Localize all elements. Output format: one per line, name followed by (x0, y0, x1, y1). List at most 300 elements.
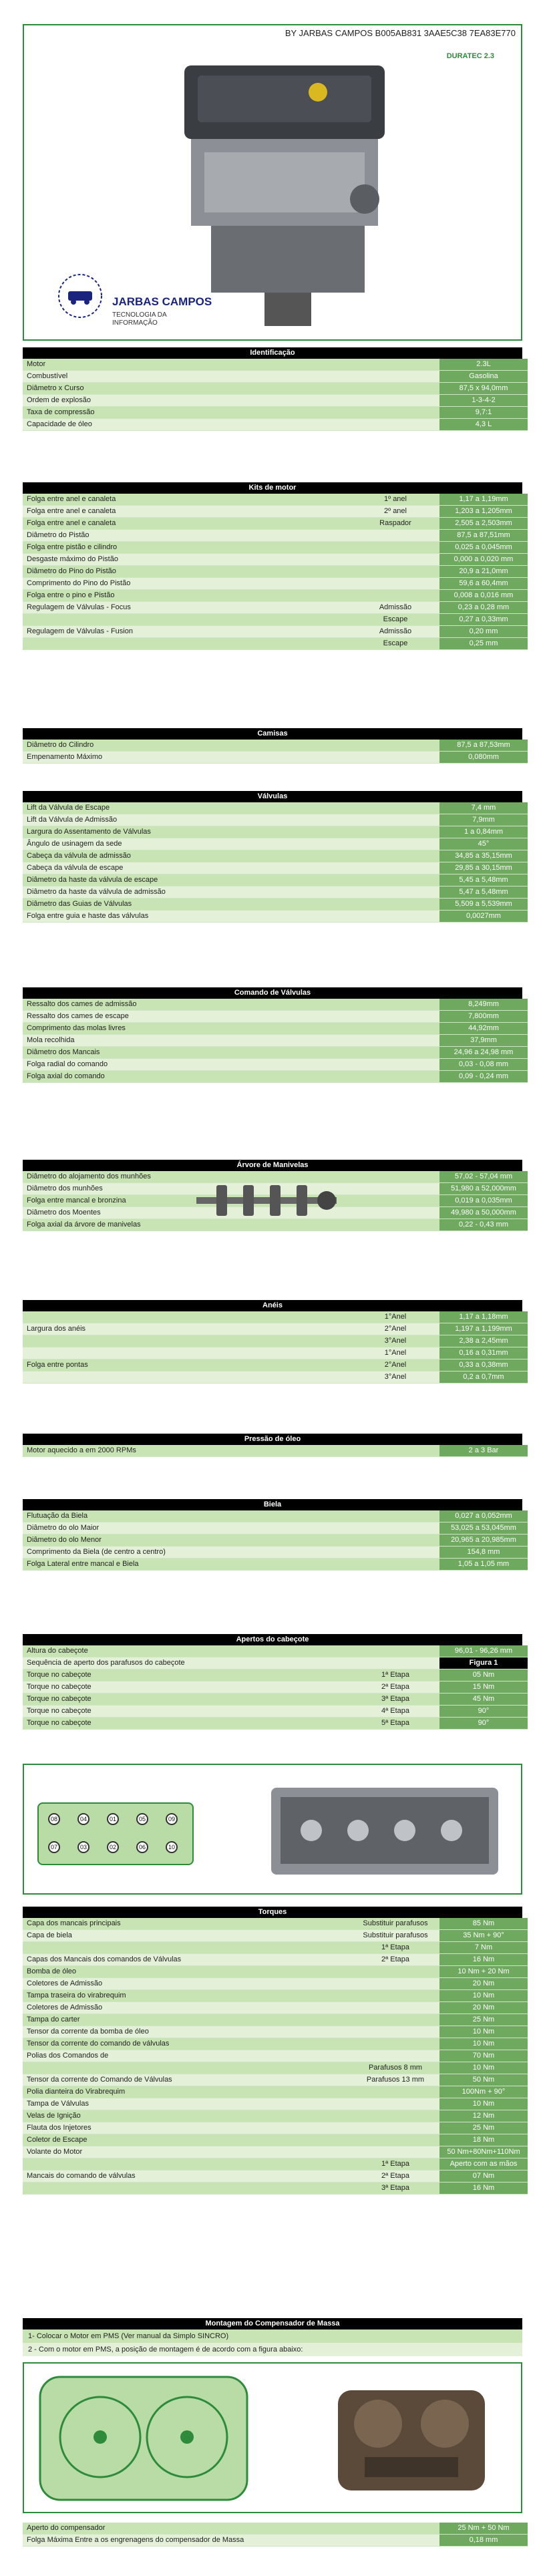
section-biela (23, 1499, 522, 1571)
table-row (23, 371, 528, 383)
row-label: Tampa do carter (23, 2014, 351, 2026)
row-sublabel (351, 1207, 439, 1219)
table-row (23, 2134, 528, 2146)
row-value: 5,47 a 5,48mm (439, 887, 528, 899)
row-sublabel (351, 359, 439, 371)
row-value: 25 Nm + 50 Nm (439, 2523, 528, 2535)
row-sublabel: 1°Anel (351, 1347, 439, 1359)
row-label: Coletores de Admissão (23, 2002, 351, 2014)
row-label: Folga axial do comando (23, 1071, 351, 1083)
row-sublabel (351, 530, 439, 542)
row-sublabel (351, 1071, 439, 1083)
row-label: Motor aquecido a em 2000 RPMs (23, 1445, 351, 1457)
table-row (23, 826, 528, 838)
row-sublabel (351, 2098, 439, 2110)
spec-table (23, 1445, 528, 1457)
row-label: Diâmetro do alojamento dos munhões (23, 1171, 351, 1183)
row-value: 7,4 mm (439, 802, 528, 814)
bolt-marker: 10 (166, 1841, 178, 1853)
row-label: Folga entre anel e canaleta (23, 506, 351, 518)
section-title: Camisas (23, 728, 522, 740)
section-title: Identificação (23, 347, 522, 359)
row-label: Comprimento das molas livres (23, 1023, 351, 1035)
table-row (23, 530, 528, 542)
table-row (23, 554, 528, 566)
row-value: 49,980 a 50,000mm (439, 1207, 528, 1219)
table-row (23, 506, 528, 518)
row-value: Gasolina (439, 371, 528, 383)
row-sublabel (351, 1219, 439, 1231)
row-value: 7,800mm (439, 1011, 528, 1023)
row-label: Ressalto dos cames de escape (23, 1011, 351, 1023)
row-value: 45° (439, 838, 528, 850)
table-row (23, 1966, 528, 1978)
table-row (23, 542, 528, 554)
bolt-marker: 03 (77, 1841, 89, 1853)
table-row (23, 899, 528, 911)
row-label: Sequência de aperto dos parafusos do cabeçote (23, 1657, 351, 1669)
table-row (23, 1059, 528, 1071)
row-sublabel (351, 590, 439, 602)
row-sublabel (351, 2014, 439, 2026)
row-sublabel (351, 371, 439, 383)
row-label: Polias dos Comandos de (23, 2050, 351, 2062)
row-label: Comprimento da Biela (de centro a centro) (23, 1547, 351, 1559)
table-row (23, 1930, 528, 1942)
row-label: Ângulo de usinagem da sede (23, 838, 351, 850)
table-row (23, 2026, 528, 2038)
section-montagem (23, 2318, 522, 2356)
table-row (23, 1669, 528, 1681)
row-sublabel: Admissão (351, 602, 439, 614)
row-value: 0,03 - 0,08 mm (439, 1059, 528, 1071)
row-value: 0,09 - 0,24 mm (439, 1071, 528, 1083)
row-sublabel (351, 1171, 439, 1183)
table-row (23, 578, 528, 590)
table-row (23, 1047, 528, 1059)
row-value: 44,92mm (439, 1023, 528, 1035)
logo-car-icon (53, 266, 107, 326)
row-value: 0,008 a 0,016 mm (439, 590, 528, 602)
section-title: Anéis (23, 1300, 522, 1311)
row-sublabel (351, 2050, 439, 2062)
row-sublabel: Escape (351, 638, 439, 650)
row-sublabel (351, 1183, 439, 1195)
compensator-photo (318, 2370, 505, 2507)
table-row (23, 2535, 528, 2547)
section-valvulas (23, 791, 522, 923)
row-value: 100Nm + 90° (439, 2086, 528, 2098)
row-value: 1-3-4-2 (439, 395, 528, 407)
row-value: 10 Nm (439, 2038, 528, 2050)
section-title: Pressão de óleo (23, 1434, 522, 1445)
table-row (23, 1347, 528, 1359)
row-value: 1,05 a 1,05 mm (439, 1559, 528, 1571)
row-sublabel (351, 1535, 439, 1547)
row-value: 20,965 a 20,985mm (439, 1535, 528, 1547)
row-label: Altura do cabeçote (23, 1645, 351, 1657)
engine-name: DURATEC 2.3 (446, 52, 494, 60)
row-sublabel: 3ª Etapa (351, 2183, 439, 2195)
row-sublabel (351, 802, 439, 814)
row-value: 10 Nm (439, 2026, 528, 2038)
table-row (23, 1510, 528, 1522)
row-label: Torque no cabeçote (23, 1669, 351, 1681)
row-sublabel (351, 752, 439, 764)
row-sublabel (351, 1011, 439, 1023)
row-sublabel (351, 1547, 439, 1559)
row-label: Diâmetro da haste da válvula de escape (23, 874, 351, 887)
row-label: Diâmetro do Pistão (23, 530, 351, 542)
row-value: 0,25 mm (439, 638, 528, 650)
spec-table (23, 494, 528, 650)
table-row (23, 2038, 528, 2050)
row-sublabel (351, 2026, 439, 2038)
row-value: 51,980 a 52,000mm (439, 1183, 528, 1195)
section-title: Árvore de Manivelas (23, 1160, 522, 1171)
row-value: 24,96 a 24,98 mm (439, 1047, 528, 1059)
row-sublabel (351, 1559, 439, 1571)
row-sublabel: 2º anel (351, 506, 439, 518)
row-label: Comprimento do Pino do Pistão (23, 578, 351, 590)
bolt-marker: 09 (166, 1813, 178, 1825)
table-row (23, 1918, 528, 1930)
crankshaft-image (190, 1177, 343, 1224)
table-row (23, 911, 528, 923)
row-sublabel (351, 2122, 439, 2134)
figure-1-panel (23, 1764, 522, 1895)
row-sublabel: Admissão (351, 626, 439, 638)
section-pressao (23, 1434, 522, 1457)
row-label: Lift da Válvula de Admissão (23, 814, 351, 826)
table-row (23, 1657, 528, 1669)
table-row (23, 2050, 528, 2062)
table-row (23, 1718, 528, 1730)
table-row (23, 999, 528, 1011)
row-value: 25 Nm (439, 2014, 528, 2026)
table-row (23, 1023, 528, 1035)
row-sublabel (351, 1990, 439, 2002)
table-row (23, 2062, 528, 2074)
table-row (23, 1445, 528, 1457)
row-value: 4,3 L (439, 419, 528, 431)
row-label: Largura dos anéis (23, 1323, 351, 1335)
row-label: Regulagem de Válvulas - Fusion (23, 626, 351, 638)
table-row (23, 1706, 528, 1718)
row-label: Velas de Ignição (23, 2110, 351, 2122)
table-row (23, 638, 528, 650)
table-row (23, 2002, 528, 2014)
row-sublabel (351, 1035, 439, 1047)
row-label: Folga entre o pino e Pistão (23, 590, 351, 602)
table-row (23, 2158, 528, 2170)
row-sublabel: Raspador (351, 518, 439, 530)
row-sublabel (351, 826, 439, 838)
row-label: Largura do Assentamento de Válvulas (23, 826, 351, 838)
row-label (23, 2183, 351, 2195)
row-value: 85 Nm (439, 1918, 528, 1930)
row-value: 9,7:1 (439, 407, 528, 419)
row-sublabel (351, 578, 439, 590)
table-row (23, 1372, 528, 1384)
row-sublabel (351, 838, 439, 850)
row-label: Flauta dos Injetores (23, 2122, 351, 2134)
row-sublabel (351, 911, 439, 923)
row-label: Folga axial da árvore de manivelas (23, 1219, 351, 1231)
row-value: 7,9mm (439, 814, 528, 826)
compensator-figure-panel (23, 2362, 522, 2513)
row-sublabel (351, 2086, 439, 2098)
row-sublabel (351, 1978, 439, 1990)
row-label: Lift da Válvula de Escape (23, 802, 351, 814)
row-label (23, 2158, 351, 2170)
row-value: 12 Nm (439, 2110, 528, 2122)
row-label: Capa de biela (23, 1930, 351, 1942)
row-label: Diâmetro dos munhões (23, 1183, 351, 1195)
row-value: 35 Nm + 90° (439, 1930, 528, 1942)
section-camisas (23, 728, 522, 764)
row-value: 20 Nm (439, 1978, 528, 1990)
row-value: 0,33 a 0,38mm (439, 1359, 528, 1372)
spec-table (23, 999, 528, 1083)
row-label: Desgaste máximo do Pistão (23, 554, 351, 566)
row-label: Torque no cabeçote (23, 1718, 351, 1730)
row-value: 20,9 a 21,0mm (439, 566, 528, 578)
table-row (23, 590, 528, 602)
row-sublabel: Parafusos 8 mm (351, 2062, 439, 2074)
table-row (23, 2110, 528, 2122)
row-label (23, 1347, 351, 1359)
row-value: 50 Nm+80Nm+110Nm (439, 2146, 528, 2158)
row-label (23, 1335, 351, 1347)
row-sublabel (351, 2535, 439, 2547)
row-sublabel: 2ª Etapa (351, 1954, 439, 1966)
compensator-diagram (33, 2370, 254, 2507)
row-sublabel: Substituir parafusos (351, 1930, 439, 1942)
row-value: 96,01 - 96,26 mm (439, 1645, 528, 1657)
row-value: 2 a 3 Bar (439, 1445, 528, 1457)
row-sublabel (351, 1047, 439, 1059)
row-value: 53,025 a 53,045mm (439, 1522, 528, 1535)
row-label: Folga entre anel e canaleta (23, 494, 351, 506)
row-label: Diâmetro da haste da válvula de admissão (23, 887, 351, 899)
row-value: 25 Nm (439, 2122, 528, 2134)
row-value: 16 Nm (439, 1954, 528, 1966)
row-label: Diâmetro do olo Maior (23, 1522, 351, 1535)
spec-table (23, 1311, 528, 1384)
section-aneis (23, 1300, 522, 1384)
table-row (23, 1954, 528, 1966)
table-row (23, 752, 528, 764)
table-row (23, 1359, 528, 1372)
table-row (23, 566, 528, 578)
row-label: Folga entre anel e canaleta (23, 518, 351, 530)
row-value: 0,019 a 0,035mm (439, 1195, 528, 1207)
cylinder-head-image (264, 1774, 505, 1887)
row-label: Polia dianteira do Virabrequim (23, 2086, 351, 2098)
row-value: 15 Nm (439, 1681, 528, 1694)
table-row (23, 1694, 528, 1706)
row-sublabel (351, 2146, 439, 2158)
row-value: 0,22 - 0,43 mm (439, 1219, 528, 1231)
table-row (23, 862, 528, 874)
row-sublabel (351, 740, 439, 752)
row-label (23, 614, 351, 626)
row-value: 37,9mm (439, 1035, 528, 1047)
row-sublabel (351, 862, 439, 874)
row-label: Diâmetro do Pino do Pistão (23, 566, 351, 578)
row-value: 8,249mm (439, 999, 528, 1011)
row-sublabel: 5ª Etapa (351, 1718, 439, 1730)
row-label: Diâmetro do olo Menor (23, 1535, 351, 1547)
row-value: 16 Nm (439, 2183, 528, 2195)
row-value: 2,505 a 2,503mm (439, 518, 528, 530)
row-value: 18 Nm (439, 2134, 528, 2146)
row-value: 2,38 a 2,45mm (439, 1335, 528, 1347)
row-label: Coletores de Admissão (23, 1978, 351, 1990)
bolt-marker: 06 (136, 1841, 148, 1853)
section-title: Válvulas (23, 791, 522, 802)
row-sublabel (351, 2038, 439, 2050)
row-label: Aperto do compensador (23, 2523, 351, 2535)
row-label: Ordem de explosão (23, 395, 351, 407)
table-row (23, 383, 528, 395)
row-value: 5,509 a 5,539mm (439, 899, 528, 911)
row-value: Aperto com as mãos (439, 2158, 528, 2170)
bolt-sequence-diagram (37, 1802, 194, 1865)
row-label: Tampa traseira do virabrequim (23, 1990, 351, 2002)
section-title: Apertos do cabeçote (23, 1634, 522, 1645)
row-sublabel: 2°Anel (351, 1323, 439, 1335)
section-title: Montagem do Compensador de Massa (23, 2318, 522, 2329)
table-row (23, 2086, 528, 2098)
bolt-marker: 02 (107, 1841, 119, 1853)
row-label: Diâmetro dos Moentes (23, 1207, 351, 1219)
row-sublabel: 1º anel (351, 494, 439, 506)
row-value: 87,5 a 87,51mm (439, 530, 528, 542)
row-value: 0,080mm (439, 752, 528, 764)
row-sublabel (351, 1510, 439, 1522)
spec-table (23, 1918, 528, 2195)
row-sublabel: 3ª Etapa (351, 1694, 439, 1706)
row-sublabel (351, 419, 439, 431)
row-value: 90° (439, 1718, 528, 1730)
row-label: Diâmetro das Guias de Válvulas (23, 899, 351, 911)
row-sublabel (351, 814, 439, 826)
row-sublabel (351, 887, 439, 899)
row-label (23, 1372, 351, 1384)
row-sublabel (351, 566, 439, 578)
row-value: 87,5 x 94,0mm (439, 383, 528, 395)
row-label: Bomba de óleo (23, 1966, 351, 1978)
row-label: Folga entre pontas (23, 1359, 351, 1372)
row-label: Taxa de compressão (23, 407, 351, 419)
table-row (23, 874, 528, 887)
row-sublabel (351, 2523, 439, 2535)
row-value: 10 Nm + 20 Nm (439, 1966, 528, 1978)
section-montagem-specs (23, 2523, 522, 2547)
table-row (23, 1990, 528, 2002)
row-sublabel (351, 1445, 439, 1457)
row-value: 10 Nm (439, 2062, 528, 2074)
row-sublabel: Parafusos 13 mm (351, 2074, 439, 2086)
section-comando (23, 987, 522, 1083)
row-sublabel (351, 395, 439, 407)
table-row (23, 494, 528, 506)
table-row (23, 1978, 528, 1990)
table-row (23, 814, 528, 826)
row-value: 20 Nm (439, 2002, 528, 2014)
row-sublabel (351, 1023, 439, 1035)
row-value: 70 Nm (439, 2050, 528, 2062)
table-row (23, 1681, 528, 1694)
table-row (23, 2183, 528, 2195)
bolt-marker: 04 (77, 1813, 89, 1825)
row-sublabel: 1ª Etapa (351, 1669, 439, 1681)
row-value: 0,2 a 0,7mm (439, 1372, 528, 1384)
row-label: Diâmetro x Curso (23, 383, 351, 395)
row-label: Folga radial do comando (23, 1059, 351, 1071)
row-value: 1,17 a 1,19mm (439, 494, 528, 506)
table-row (23, 419, 528, 431)
row-label: Capa dos mancais principais (23, 1918, 351, 1930)
bolt-marker: 05 (136, 1813, 148, 1825)
row-value: 1 a 0,84mm (439, 826, 528, 838)
row-sublabel (351, 899, 439, 911)
row-label: Tampa de Válvulas (23, 2098, 351, 2110)
row-label: Capacidade de óleo (23, 419, 351, 431)
row-value: 0,23 a 0,28 mm (439, 602, 528, 614)
row-value: 1,203 a 1,205mm (439, 506, 528, 518)
table-row (23, 2170, 528, 2183)
section-apertos-cabecote (23, 1634, 522, 1730)
row-sublabel: 3°Anel (351, 1335, 439, 1347)
row-label: Diâmetro do Cilindro (23, 740, 351, 752)
table-row (23, 838, 528, 850)
row-value: Figura 1 (439, 1657, 528, 1669)
row-value: 1,197 a 1,199mm (439, 1323, 528, 1335)
row-sublabel: 2ª Etapa (351, 2170, 439, 2183)
table-row (23, 1522, 528, 1535)
bolt-marker: 08 (48, 1813, 60, 1825)
table-row (23, 1335, 528, 1347)
spec-table (23, 802, 528, 923)
row-sublabel (351, 1195, 439, 1207)
row-value: 0,000 a 0,020 mm (439, 554, 528, 566)
row-sublabel (351, 2002, 439, 2014)
row-label: Folga Lateral entre mancal e Biela (23, 1559, 351, 1571)
row-sublabel: Escape (351, 614, 439, 626)
section-identificacao (23, 347, 522, 431)
instruction-note: 2 - Com o motor em PMS, a posição de montagem é de acordo com a figura abaixo: (23, 2343, 522, 2356)
row-value: 0,20 mm (439, 626, 528, 638)
row-label: Tensor da corrente do Comando de Válvulas (23, 2074, 351, 2086)
row-sublabel: 4ª Etapa (351, 1706, 439, 1718)
row-sublabel (351, 999, 439, 1011)
table-row (23, 1323, 528, 1335)
row-value: 154,8 mm (439, 1547, 528, 1559)
table-row (23, 518, 528, 530)
row-value: 0,027 a 0,052mm (439, 1510, 528, 1522)
row-label: Mancais do comando de válvulas (23, 2170, 351, 2183)
row-sublabel (351, 850, 439, 862)
section-arvore (23, 1160, 522, 1231)
table-row (23, 2074, 528, 2086)
section-title: Comando de Válvulas (23, 987, 522, 999)
row-label: Volante do Motor (23, 2146, 351, 2158)
row-value: 10 Nm (439, 1990, 528, 2002)
row-sublabel (351, 1966, 439, 1978)
